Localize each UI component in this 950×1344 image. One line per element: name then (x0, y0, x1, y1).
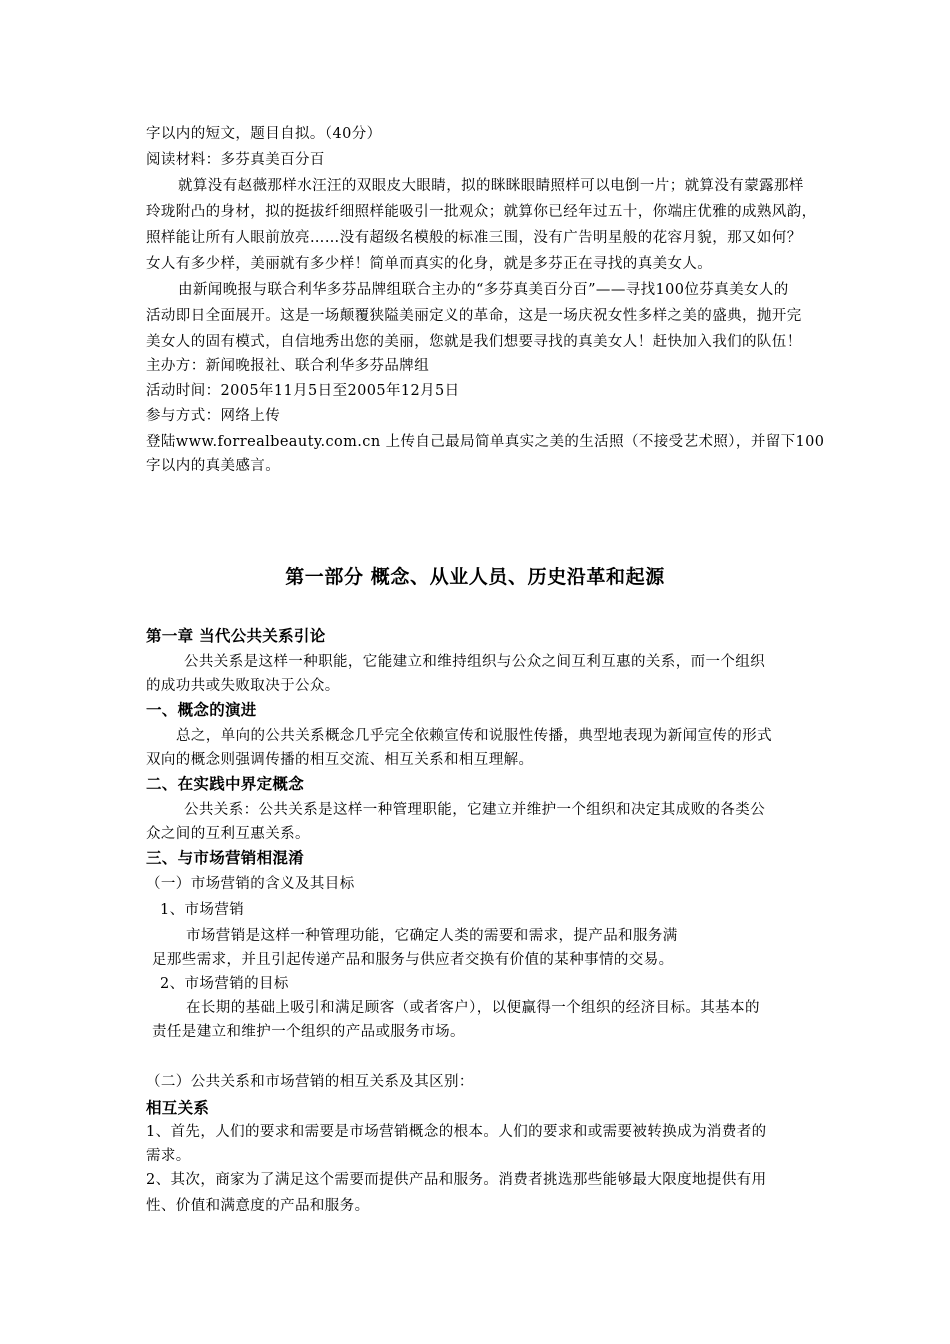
relation-heading: 相互关系 (146, 1099, 210, 1117)
text-line: 参与方式：网络上传 (146, 408, 281, 424)
text-line: 字以内的短文，题目自拟。（40分） (146, 126, 382, 142)
text-line: 照样能让所有人眼前放亮……没有超级名模般的标准三围，没有广告明星般的花容月貌，那又如何？ (146, 230, 802, 246)
text-line: 由新闻晚报与联合利华多芬品牌组联合主办的“多芬真美百分百”——寻找100位芬真美女人的 (178, 282, 789, 298)
text-line: 双向的概念则强调传播的相互交流、相互关系和相互理解。 (146, 752, 534, 768)
text-line: 公共关系是这样一种职能，它能建立和维持组织与公众之间互利互惠的关系，而一个组织 (184, 654, 766, 670)
text-line: 的成功共或失败取决于公众。 (146, 678, 340, 694)
list-item: 2、市场营销的目标 (160, 976, 289, 992)
text-line: 市场营销是这样一种管理功能，它确定人类的需要和需求，提产品和服务满 (186, 928, 678, 944)
text-line: 活动即日全面展开。这是一场颠覆狭隘美丽定义的革命，这是一场庆祝女性多样之美的盛典，抛开完 (146, 308, 802, 324)
text-line: 责任是建立和维护一个组织的产品或服务市场。 (152, 1024, 465, 1040)
text-line: 公共关系：公共关系是这样一种管理职能，它建立并维护一个组织和决定其成败的各类公 (184, 802, 766, 818)
text-line: 阅读材料：多芬真美百分百 (146, 152, 325, 168)
text-line: 在长期的基础上吸引和满足顾客（或者客户），以便赢得一个组织的经济目标。其基本的 (186, 1000, 760, 1016)
text-line: 总之，单向的公共关系概念几乎完全依赖宣传和说服性传播，典型地表现为新闻宣传的形式 (176, 728, 772, 744)
text-line: 玲珑附凸的身材，拟的挺拔纤细照样能吸引一批观众；就算你已经年过五十，你端庄优雅的成熟风韵， (146, 204, 817, 220)
subsection-heading: （一）市场营销的含义及其目标 (146, 876, 355, 892)
text-line: 女人有多少样，美丽就有多少样！简单而真实的化身，就是多芬正在寻找的真美女人。 (146, 256, 713, 272)
text-line: 活动时间：2005年11月5日至2005年12月5日 (146, 383, 460, 399)
section-heading: 三、与市场营销相混淆 (146, 849, 305, 867)
section-heading: 一、概念的演进 (146, 701, 257, 719)
text-line: 足那些需求，并且引起传递产品和服务与供应者交换有价值的某种事情的交易。 (152, 952, 674, 968)
text-line: 2、其次，商家为了满足这个需要而提供产品和服务。消费者挑选那些能够最大限度地提供有用 (146, 1172, 767, 1188)
chapter-heading: 第一章 当代公共关系引论 (146, 627, 326, 645)
text-line: 字以内的真美感言。 (146, 458, 281, 474)
text-line: 需求。 (146, 1148, 191, 1164)
text-line: 美女人的固有模式，自信地秀出您的美丽，您就是我们想要寻找的真美女人！赶快加入我们的队伍！ (146, 334, 802, 350)
text-line: 性、价值和满意度的产品和服务。 (146, 1198, 370, 1214)
list-item: 1、市场营销 (160, 902, 245, 918)
part-title: 第一部分 概念、从业人员、历史沿革和起源 (285, 566, 665, 588)
text-line: 1、首先，人们的要求和需要是市场营销概念的根本。人们的要求和或需要被转换成为消费者的 (146, 1124, 767, 1140)
text-line: 主办方：新闻晚报社、联合利华多芬品牌组 (146, 358, 430, 374)
text-line: 登陆www.forrealbeauty.com.cn 上传自己最局简单真实之美的生活照（不接受艺术照），并留下100 (146, 434, 825, 450)
text-line: 众之间的互利互惠关系。 (146, 826, 310, 842)
section-heading: 二、在实践中界定概念 (146, 775, 305, 793)
subsection-heading: （二）公共关系和市场营销的相互关系及其区别： (146, 1074, 474, 1090)
text-line: 就算没有赵薇那样水汪汪的双眼皮大眼睛，拟的眯眯眼睛照样可以电倒一片；就算没有蒙露那样 (178, 178, 804, 194)
